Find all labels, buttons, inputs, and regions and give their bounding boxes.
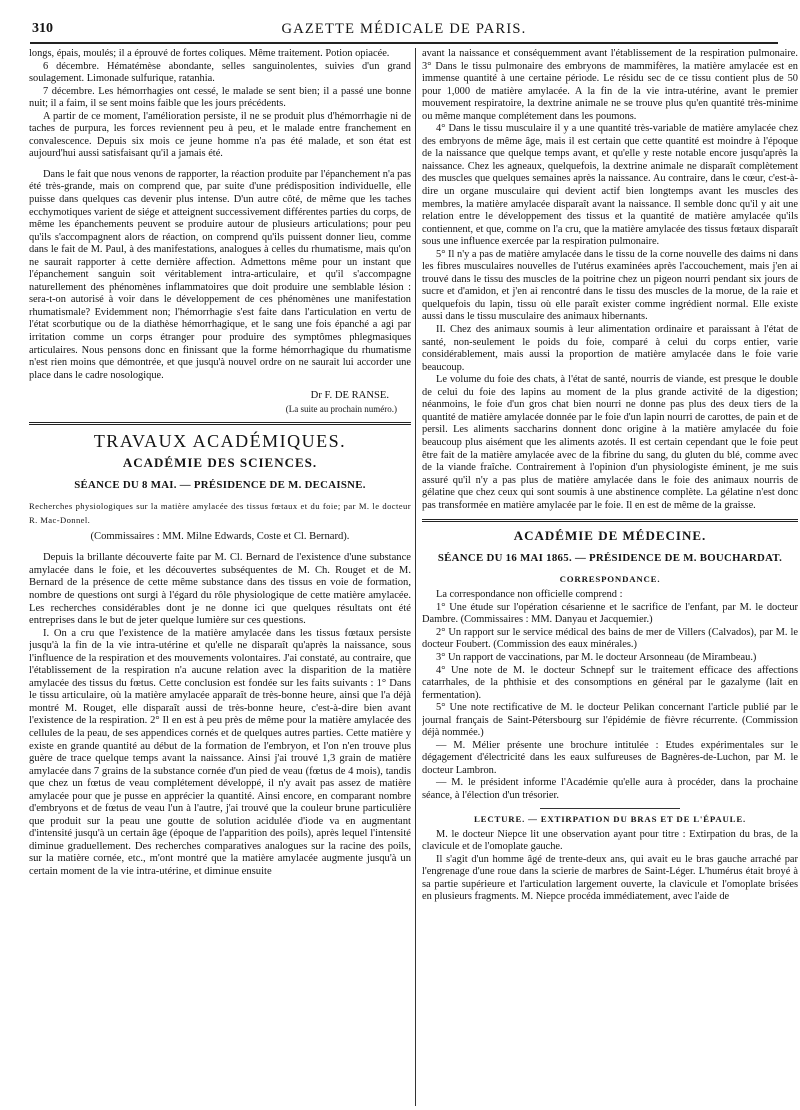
lecture-paragraph: Il s'agit d'un homme âgé de trente-deux ans, qui avait eu le bras gauche arraché par l'engrenage d'une roue dans la scierie de marbres de Saint-Léger. L'humérus était broyé à sa partie supérieure et l'articulation largement ouverte, la clavicule et l'omoplate brisées en plusieurs fragments. M. Niepce procéda immédiatement, avec l'aide de	[422, 853, 798, 903]
research-paragraph: I. On a cru que l'existence de la matière amylacée dans les tissus fœtaux persiste jusqu'à la fin de la vie intra-utérine et qu'elle ne disparaît qu'après la naissance, sous l'influence de la respiration et des mouvements volontaires. J'ai constaté, au contraire, que l'établissement de la respiration n'a aucune relation avec la disparition de la matière amylacée des tissus du fœtus. Cette conclusion est fondée sur les faits suivants : 1° Dans le tissu articulaire, où la matière amylacée apparaît de très-bonne heure, ainsi que l'a déjà montré M. Rouget, elle disparaît aussi de très-bonne heure, c'est-à-dire bien avant l'existence de la respiration. 2° Il en est à peu près de même pour la matière amylacée des cellules de la peau, de ses appendices cornés et de quelques autres parties. Cette matière y existe en grande quantité au début de la formation de l'embryon, et l'on n'en trouve plus guère de trace quelque temps avant la naissance. Ainsi j'ai trouvé 1,3 grain de matière amylacée dans 7 grains de la substance cornée d'un pied de veau (fœtus de 4 mois), tandis que chez un fœtus de veau complétement développé, il n'y avait pas assez de matière amylacée pour que je pusse en apprécier la quantité. Ainsi encore, en comparant nombre d'embryons et de fœtus de veau l'un à l'autre, j'ai trouvé que la couleur brune particulière que produit sur la peau une goutte de solution acidulée d'iode va en augmentant d'intensité jusqu'à un certain âge (époque de l'apparition des poils), après lequel l'intensité diminue graduellement. Des recherches comparatives analogues sur la racine des poils, sur la matière cornée, etc., m'ont montré que la matière amylacée augmente jusqu'à un certain moment de la vie intra-utérine, et diminue ensuite	[29, 627, 411, 877]
running-header	[30, 20, 778, 44]
correspondence-item: — M. le président informe l'Académie qu'elle aura à procéder, dans la prochaine séance, à l'élection d'un trésorier.	[422, 777, 798, 801]
page-number: 310	[32, 21, 53, 36]
column-divider	[415, 48, 416, 1106]
right-column	[422, 48, 798, 1106]
correspondence-item: 3° Un rapport de vaccinations, par M. le docteur Arsonneau (de Mirambeau.)	[436, 651, 757, 663]
research-title-text: Recherches physiologiques sur la matière amylacée des tissus fœtaux et du foie; par M. le docteur R. Mac-Donnel.	[29, 501, 411, 525]
section-title: TRAVAUX ACADÉMIQUES.	[93, 431, 347, 452]
research-paragraph: Depuis la brillante découverte faite par M. Cl. Bernard de l'existence d'une substance amylacée dans le foie, et les découvertes subséquentes de M. Ch. Rouget et de M. Bernard de la présence de cette même substance dans des tissus en voie de formation, nombre de questions ont surgi à l'égard du rôle physiologique de cette matière amylacée. Les recherches considérables dont je ne donne ici que quelques résultats ont été entreprises dans le but de jeter quelque lumière sur ces questions.	[29, 552, 411, 627]
case-note-paragraph: longs, épais, moulés; il a éprouvé de fortes coliques. Même traitement. Potion opiacée.	[29, 48, 390, 59]
case-note-paragraph: 7 décembre. Les hémorrhagies ont cessé, le malade se sent bien; il a passé une bonne nuit; il a faim, il se sent moins faible que les jours précédents.	[29, 85, 411, 110]
case-note-paragraph: A partir de ce moment, l'amélioration persiste, il ne se produit plus d'hémorrhagie ni de taches de purpura, les forces reviennent peu à peu, et le malade entre franchement en convalescence. Depuis six mois ce jeune homme n'a pas été malade, et son état est aujourd'hui aussi satisfaisant qu'il a jamais été.	[29, 110, 411, 160]
session-heading: SÉANCE DU 8 MAI. — PRÉSIDENCE DE M. DECAISNE.	[74, 479, 366, 492]
research-paragraph: II. Chez des animaux soumis à leur alimentation ordinaire et paraissant à l'état de santé, non-seulement le poids du foie, comparé à celui du corps entier, varie considérablement, mais aussi la proportion de matière amylacée dans le foie varie beaucoup.	[422, 324, 798, 373]
academy-heading: ACADÉMIE DES SCIENCES.	[122, 455, 318, 471]
correspondence-item: 5° Une note rectificative de M. le docteur Pelikan concernant l'article publié par le journal français de Saint-Pétersbourg sur l'épidémie de fièvre récurrente. (Commission déjà nommée.)	[422, 702, 798, 739]
correspondence-heading: CORRESPONDANCE.	[559, 574, 661, 585]
commissioners-line: (Commissaires : MM. Milne Edwards, Coste et Cl. Bernard).	[90, 531, 350, 543]
research-paragraph: avant la naissance et conséquemment avant l'établissement de la respiration pulmonaire. 3° Dans le tissu pulmonaire des embryons de mammifères, la matière amylacée est en immense quantité à une certaine période. Le résidu sec de ce tissu contient plus de 50 pour 1,000 de matière amylacée. A la fin de la vie intra-utérine, avant le premier mouvement respiratoire, la dextrine animale ne se trouve plus qu'en quantité très-minime ou même manque complétement dans les poumons.	[422, 48, 798, 122]
research-title	[29, 500, 411, 527]
correspondence-item: 2° Un rapport sur le service médical des bains de mer de Villers (Calvados), par M. le docteur Foubert. (Commission des eaux minérales.)	[422, 626, 798, 651]
discussion-paragraph: Dans le fait que nous venons de rapporter, la réaction produite par l'épanchement n'a pas été très-grande, mais on comprend que, par suite d'une prédisposition individuelle, elle puisse dans quelques cas devenir plus intense. D'un autre côté, de même que les taches ecchymotiques varient de siége et atteignent successivement différentes parties du corps, de même les épanchements peuvent se produire autour de plusieurs articulations; pour peu qu'ils s'accompagnent alors de réaction, on comprend qu'ils puissent donner lieu, comme dans le fait de M. Paul, à des manifestations, analogues à celles du rhumatisme, mais qu'on ne saurait rapporter à cette dernière affection. Admettons même pour un instant que l'épanchement sanguin soit véritablement intra-articulaire, et qu'il s'accompagne naturellement des phénomènes inflammatoires que doit produire une semblable lésion : sera-t-on autorisé à voir dans le développement de ces phénomènes une manifestation rhumatismale? Evidemment non; l'hémorrhagie s'est faite dans l'articulation en vertu de l'état scorbutique ou de la diathèse hémorrhagique, et le sang une fois épanché a agi par irritation comme un corps étranger pour produire des symptômes phlegmasiques articulaires. Nous pensons donc en finissant que la forme hémorrhagique du rhumatisme n'est rien moins que démontrée, et que jusqu'à nouvel ordre on ne saurait lui accorder une place dans le cadre nosologique.	[29, 168, 411, 381]
lecture-paragraph: M. le docteur Niepce lit une observation ayant pour titre : Extirpation du bras, de la clavicule et de l'omoplate gauche.	[422, 828, 798, 853]
research-paragraph: Le volume du foie des chats, à l'état de santé, nourris de viande, est presque le double de celui du foie des lapins au moment de la plus grande activité de la digestion; néanmoins, le foie d'un gros chat bien nourri ne donne pas plus des deux tiers de la quantité de matière amylacée donnée par le foie d'un lapin nourri de carottes, de pain et de persil. Les aliments saccharins donnent donc origine à la matière amylacée du foie beaucoup plus aisément que les aliments azotés. Il est certain cependant que le foie peut être fait de la matière amylacée avec de la fibrine du sang, du gluten du blé, comme avec de la viande fraîche. Contrairement à l'opinion d'un physiologiste éminent, je me suis assuré qu'il n'y a pas plus de matière amylacée dans le foie des animaux nourris de gélatine que chez ceux qui sont soumis à une abstinence complète. La gélatine n'est donc pas transformée en matière amylacée par le foie. Il en est de même de la graisse.	[422, 374, 798, 511]
research-paragraph: 4° Dans le tissu musculaire il y a une quantité très-variable de matière amylacée chez des embryons de même âge, mais il est certain que cette quantité est moindre à l'époque de la naissance que quelque temps avant, et qu'elle y reste notable encore jusqu'après la naissance. Chez les agneaux, quelquefois, la dextrine animale ne disparaît complètement des muscles que quelques semaines après la naissance. Au contraire, dans le cœur, c'est-à-dire un organe musculaire qui devient actif bien longtemps avant les muscles des membres, la matière amylacée disparaît avant la naissance. Il semble donc qu'il y ait une relation entre le développement des tissus et la quantité de matière amylacée qu'ils contiennent, et que, comme on l'a cru, que la matière amylacée des tissus fœtaux disparaît sous une influence exercée par la respiration pulmonaire.	[422, 123, 798, 248]
correspondence-item: La correspondance non officielle comprend :	[436, 589, 623, 601]
correspondence-item: 4° Une note de M. le docteur Schnepf sur le traitement efficace des affections catarrhales, de la phthisie et des consomptions en général par le gazalyme (lait en fermentation).	[422, 664, 798, 701]
session-heading: SÉANCE DU 16 MAI 1865. — PRÉSIDENCE DE M. BOUCHARDAT.	[437, 552, 783, 565]
section-divider	[422, 519, 798, 522]
lecture-heading: LECTURE. — EXTIRPATION DU BRAS ET DE L'ÉPAULE.	[474, 813, 746, 824]
continued-note: (La suite au prochain numéro.)	[285, 403, 397, 414]
short-divider	[540, 808, 680, 809]
left-column	[29, 48, 411, 1106]
correspondence-item: 1° Une étude sur l'opération césarienne et le sacrifice de l'enfant, par M. le docteur Dambre. (Commissaires : MM. Danyau et Jacquemier.)	[422, 601, 798, 626]
case-note-paragraph: 6 décembre. Hématémèse abondante, selles sanguinolentes, suivies d'un grand soulagement. Limonade sulfurique, ratanhia.	[29, 60, 411, 85]
academy-heading: ACADÉMIE DE MÉDECINE.	[513, 528, 707, 544]
section-divider	[29, 422, 411, 425]
journal-title: GAZETTE MÉDICALE DE PARIS.	[281, 21, 527, 37]
correspondence-item: — M. Mélier présente une brochure intitulée : Etudes expérimentales sur le dégagement d'électricité dans les eaux sulfureuses de Bagnères-de-Luchon, par M. le docteur Lambron.	[422, 739, 798, 776]
research-paragraph: 5° Il n'y a pas de matière amylacée dans le tissu de la corne nouvelle des daims ni dans les fibres musculaires nouvelles de l'utérus examinées après l'accouchement, mais j'en ai trouvé dans le tissu des muscles de la poitrine chez un pigeon nourri pendant six jours de sucre et d'amidon, et j'en ai rencontré dans le tissu des muscles de la morue, de la raie et quelquefois du lapin, tissu où elle paraît exister comme ingrédient normal. Elle existe aussi dans le tissu musculaire des animaux hibernants.	[422, 248, 798, 323]
author-signature: Dr F. DE RANSE.	[310, 390, 389, 402]
